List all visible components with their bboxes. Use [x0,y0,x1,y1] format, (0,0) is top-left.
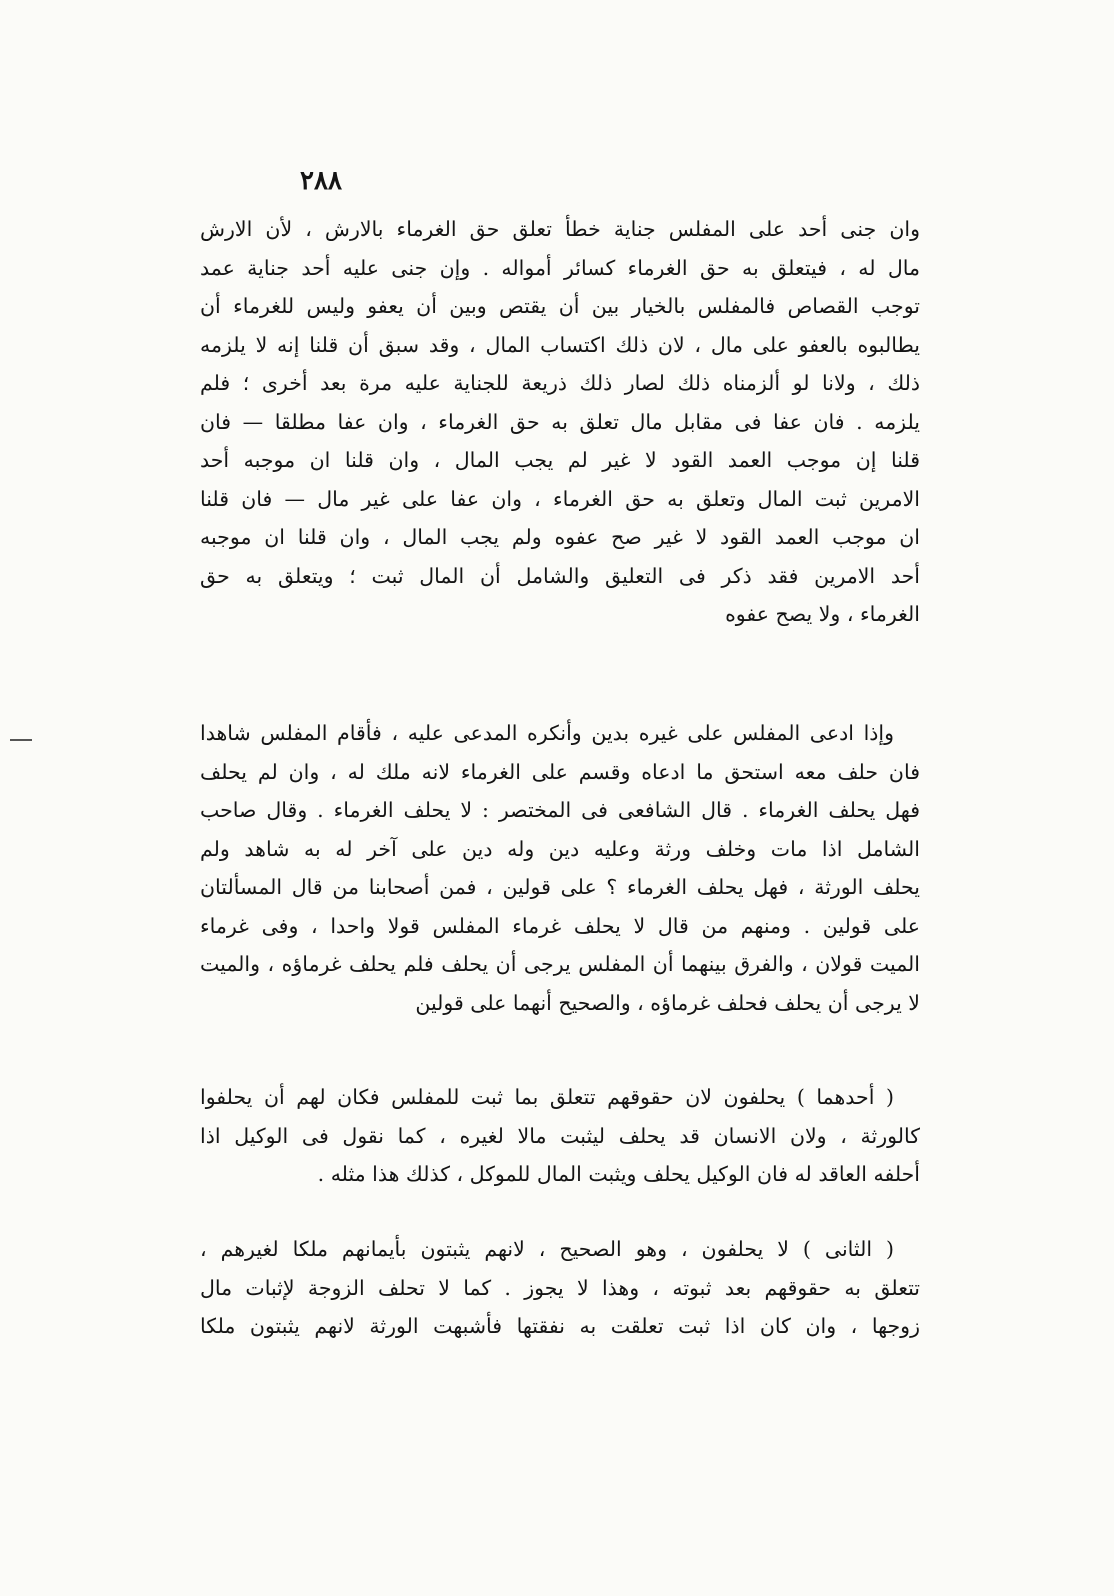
text-line: توجب القصاص فالمفلس بالخيار بين أن يقتص وبين أن يعفو وليس للغرماء أن [200,294,920,318]
text-line: يلزمه . فان عفا فى مقابل مال تعلق به حق الغرماء ، وان عفا مطلقا — فان [200,409,920,434]
text-line: الشامل اذا مات وخلف ورثة وعليه دين وله دين على آخر له به شاهد ولم [200,836,920,861]
text-line: مال له ، فيتعلق به حق الغرماء كسائر أمواله . وإن جنى عليه أحد جناية عمد [200,255,920,280]
text-line: يطالبوه بالعفو على مال ، لان ذلك اكتساب المال ، وقد سبق أن قلنا إنه لا يلزمه [200,332,920,357]
paragraph-second-opinion [200,1230,920,1346]
text-line: الميت قولان ، والفرق بينهما أن المفلس يرجى أن يحلف فلم يحلف غرماؤه ، والميت [200,952,920,976]
text-line: الغرماء ، ولا يصح عفوه [725,602,920,626]
text-line: فان حلف معه استحق ما ادعاه وقسم على الغرماء لانه ملك له ، وان لم يحلف [200,759,920,784]
text-line: ( أحدهما ) يحلفون لان حقوقهم تتعلق بما ثبت للمفلس فكان لهم أن يحلفوا [200,1085,894,1109]
page-number: ٢٨٨ [300,166,342,196]
text-line: أحلفه العاقد له فان الوكيل يحلف ويثبت المال للموكل ، كذلك هذا مثله . [317,1162,920,1186]
text-line: أحد الامرين فقد ذكر فى التعليق والشامل أن المال ثبت ؛ ويتعلق به حق [200,563,920,588]
text-line: فهل يحلف الغرماء . قال الشافعى فى المختصر : لا يحلف الغرماء . وقال صاحب [200,798,920,822]
text-line: وإذا ادعى المفلس على غيره بدين وأنكره المدعى عليه ، فأقام المفلس شاهدا [200,721,894,745]
text-line: ذلك ، ولانا لو ألزمناه ذلك لصار ذلك ذريعة للجناية عليه مرة بعد أخرى ؛ فلم [200,371,920,395]
margin-mark [10,739,32,741]
text-line: ان موجب العمد القود لا غير صح عفوه ولم يجب المال ، وان قلنا ان موجبه [200,525,920,549]
text-line: يحلف الورثة ، فهل يحلف الغرماء ؟ على قولين ، فمن أصحابنا من قال المسألتان [200,875,920,899]
text-line: ( الثانى ) لا يحلفون ، وهو الصحيح ، لانهم يثبتون بأيمانهم ملكا لغيرهم ، [200,1237,894,1261]
text-line: وان جنى أحد على المفلس جناية خطأ تعلق حق الغرماء بالارش ، لأن الارش [200,217,920,241]
text-line: كالورثة ، ولان الانسان قد يحلف ليثبت مالا لغيره ، كما نقول فى الوكيل اذا [200,1123,920,1148]
text-line: على قولين . ومنهم من قال لا يحلف غرماء المفلس قولا واحدا ، وفى غرماء [200,913,920,938]
paragraph-daawa [200,714,920,1022]
text-line: الامرين ثبت المال وتعلق به حق الغرماء ، وان عفا على غير مال — فان قلنا [200,486,920,511]
paragraph-first-opinion [200,1078,920,1194]
text-line: زوجها ، وان كان اذا ثبت تعلقت به نفقتها فأشبهت الورثة لانهم يثبتون ملكا [200,1314,920,1338]
text-line: قلنا إن موجب العمد القود لا غير لم يجب المال ، وان قلنا ان موجبه أحد [200,448,920,472]
text-line: تتعلق به حقوقهم بعد ثبوته ، وهذا لا يجوز . كما لا تحلف الزوجة لإثبات مال [200,1275,920,1300]
text-line: لا يرجى أن يحلف فحلف غرماؤه ، والصحيح أنهما على قولين [415,990,920,1015]
paragraph-jinaya [200,210,920,634]
